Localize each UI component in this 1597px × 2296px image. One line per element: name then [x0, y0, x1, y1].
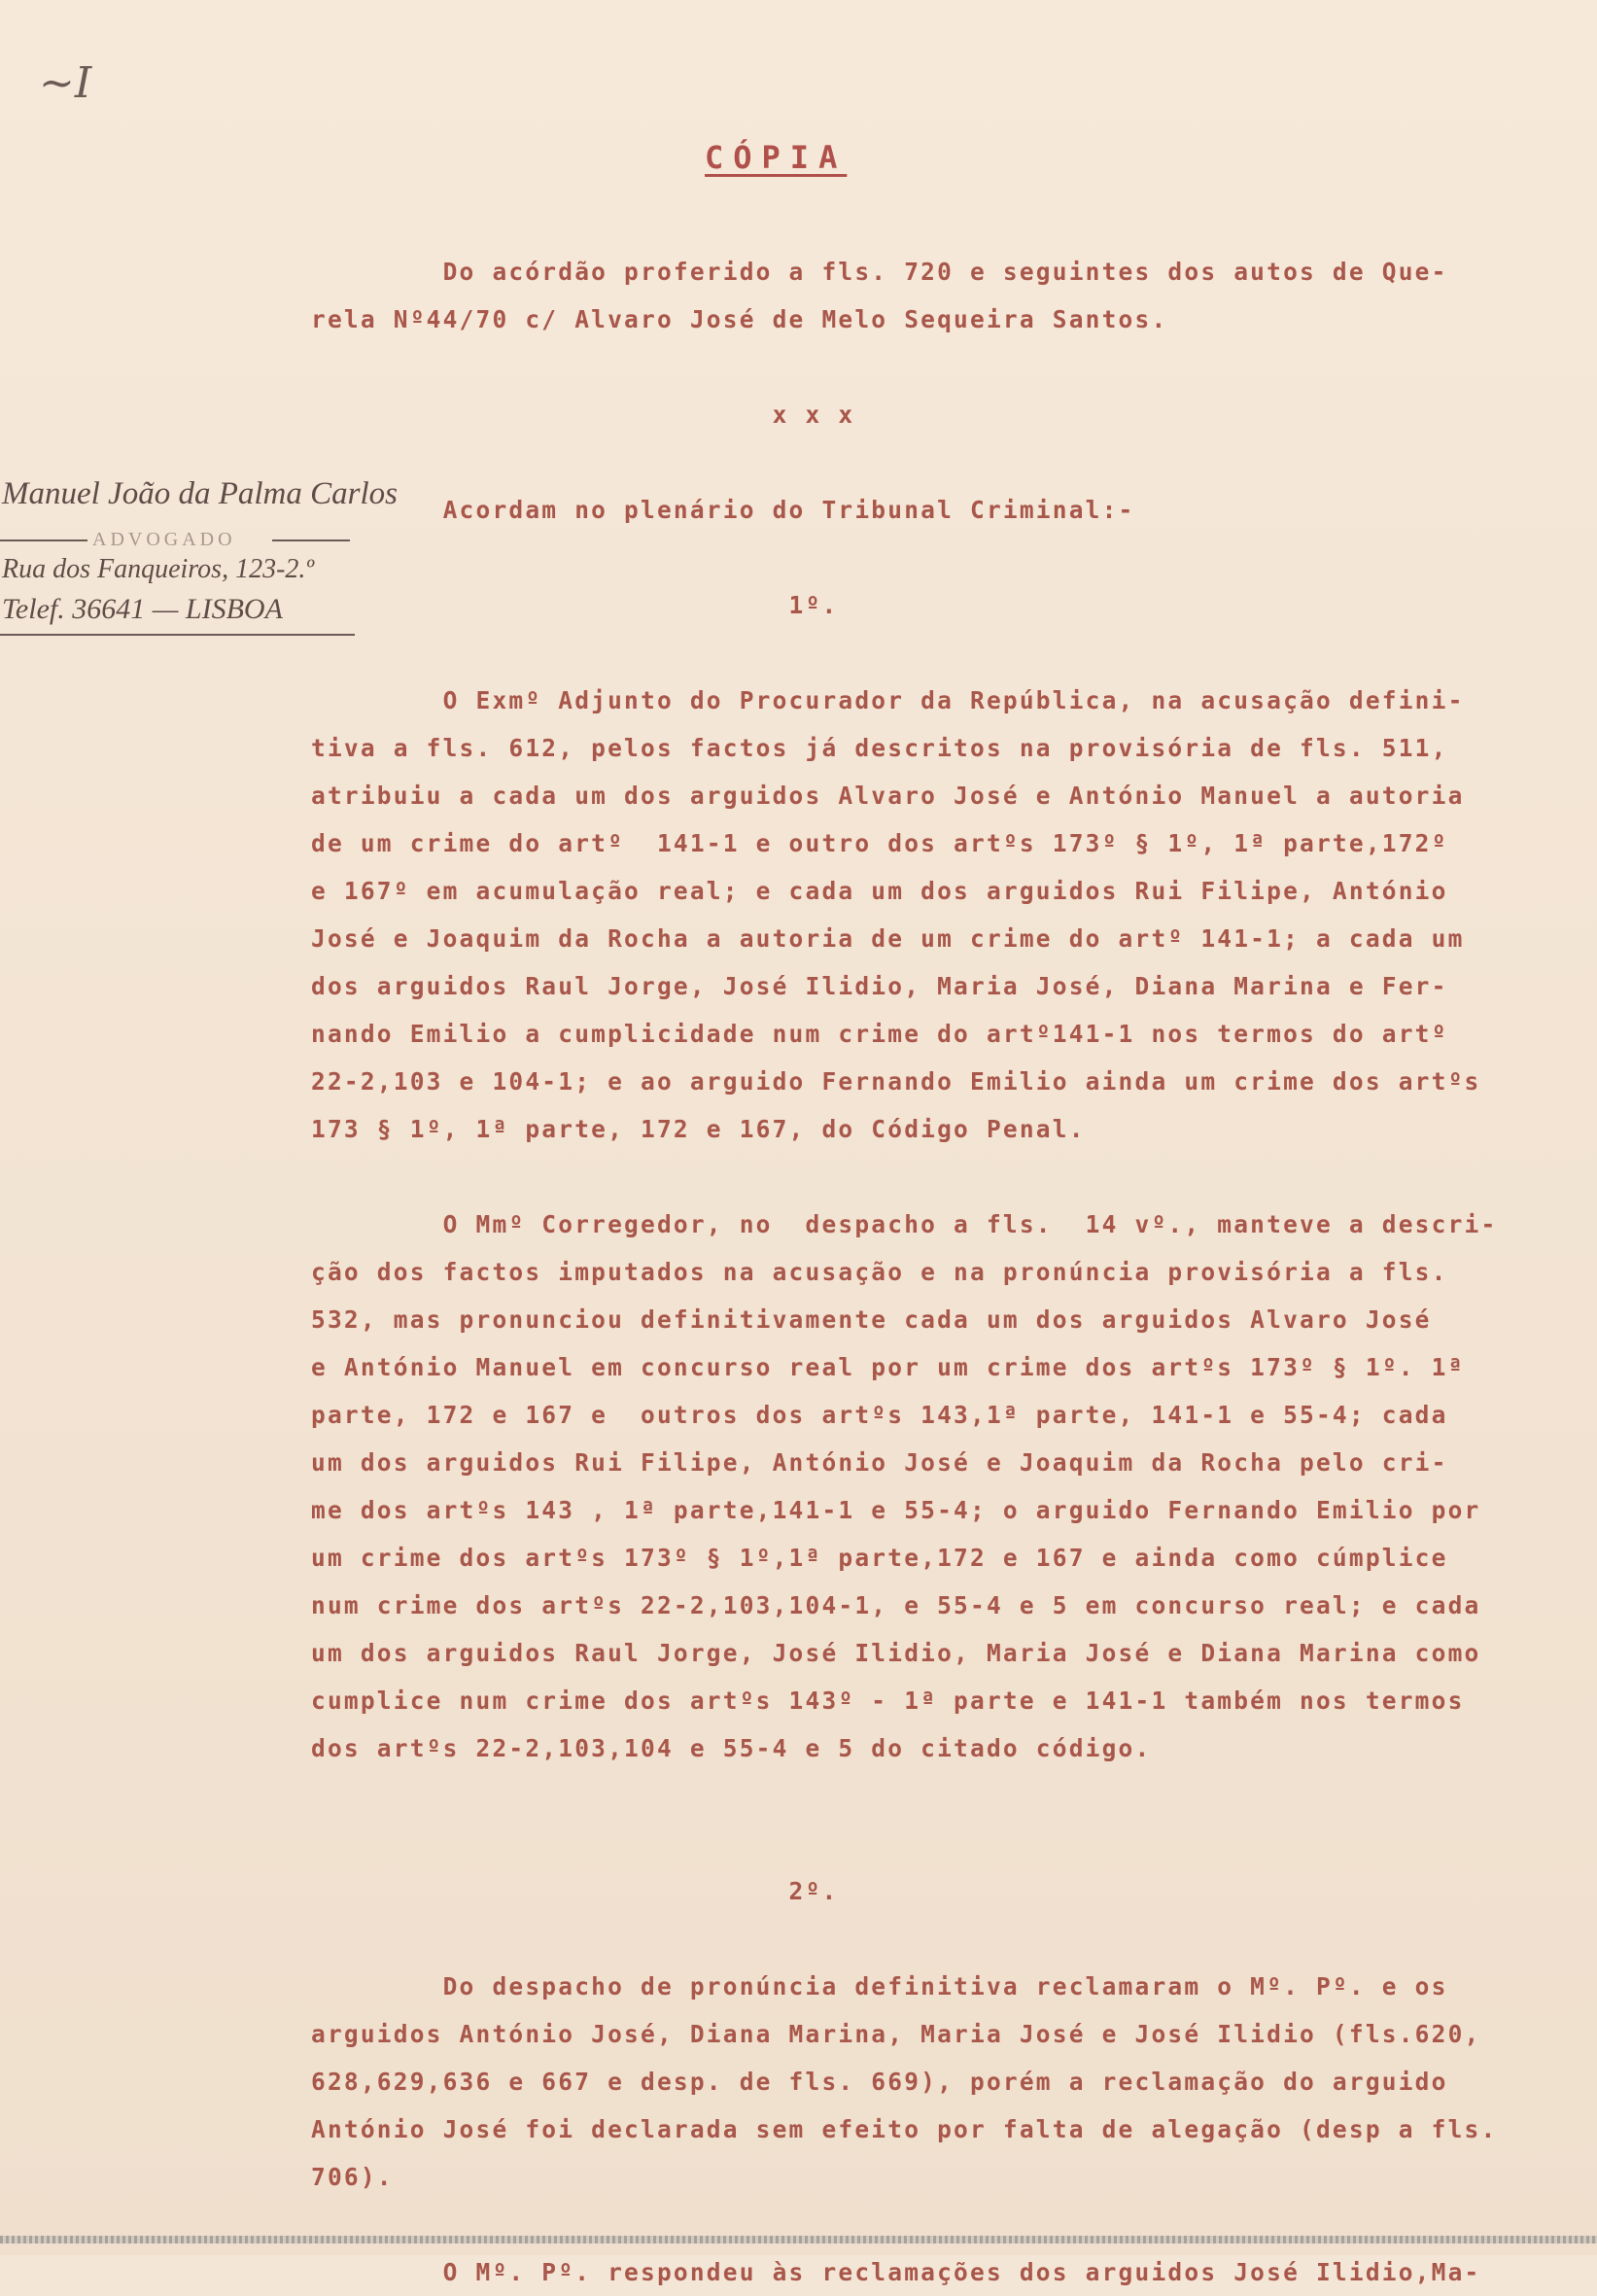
text-line: [311, 438, 1565, 486]
text-line: Do despacho de pronúncia definitiva reclamaram o Mº. Pº. e os: [311, 1972, 1448, 2000]
stamp-rule: [0, 539, 87, 541]
text-line: Acordam no plenário do Tribunal Criminal:-: [311, 496, 1135, 524]
lawyer-stamp: [0, 469, 398, 651]
text-line: 2º.: [311, 1877, 839, 1905]
document-title: CÓPIA: [705, 139, 848, 176]
text-line: 628,629,636 e 667 e desp. de fls. 669), porém a reclamação do arguido: [311, 2068, 1448, 2096]
text-line: dos arguidos Raul Jorge, José Ilidio, Maria José, Diana Marina e Fer-: [311, 972, 1448, 1000]
text-line: parte, 172 e 167 e outros dos artºs 143,1ª parte, 141-1 e 55-4; cada: [311, 1401, 1448, 1429]
stamp-rule: [0, 634, 355, 636]
text-line: Do acórdão proferido a fls. 720 e seguintes dos autos de Que-: [311, 258, 1448, 286]
text-line: atribuiu a cada um dos arguidos Alvaro José e António Manuel a autoria: [311, 782, 1465, 810]
text-line: e 167º em acumulação real; e cada um dos arguidos Rui Filipe, António: [311, 877, 1448, 905]
text-line: x x x: [311, 400, 855, 429]
margin-mark: ~I: [39, 58, 92, 108]
scan-edge: [0, 2236, 1597, 2244]
text-line: 532, mas pronunciou definitivamente cada um dos arguidos Alvaro José: [311, 1305, 1432, 1334]
text-line: num crime dos artºs 22-2,103,104-1, e 55-4 e 5 em concurso real; e cada: [311, 1591, 1481, 1619]
text-line: [311, 343, 1565, 391]
document-body: [311, 248, 1565, 2296]
text-line: arguidos António José, Diana Marina, Maria José e José Ilidio (fls.620,: [311, 2020, 1481, 2048]
text-line: tiva a fls. 612, pelos factos já descritos na provisória de fls. 511,: [311, 734, 1448, 762]
text-line: de um crime do artº 141-1 e outro dos artºs 173º § 1º, 1ª parte,172º: [311, 829, 1448, 857]
text-line: [311, 1820, 1565, 1867]
text-line: [311, 1915, 1565, 1963]
text-line: rela Nº44/70 c/ Alvaro José de Melo Sequeira Santos.: [311, 305, 1168, 333]
text-line: [311, 1772, 1565, 1820]
stamp-name: Manuel João da Palma Carlos: [2, 476, 398, 511]
text-line: nando Emilio a cumplicidade num crime do artº141-1 nos termos do artº: [311, 1020, 1448, 1048]
stamp-phone: Telef. 36641 — LISBOA: [2, 593, 283, 625]
text-line: um crime dos artºs 173º § 1º,1ª parte,172 e 167 e ainda como cúmplice: [311, 1544, 1448, 1572]
text-line: um dos arguidos Rui Filipe, António José e Joaquim da Rocha pelo cri-: [311, 1448, 1448, 1477]
text-line: O Exmº Adjunto do Procurador da República, na acusação defini-: [311, 686, 1465, 714]
text-line: 173 § 1º, 1ª parte, 172 e 167, do Código Penal.: [311, 1115, 1086, 1143]
stamp-title: ADVOGADO: [92, 529, 236, 550]
text-line: ção dos factos imputados na acusação e na pronúncia provisória a fls.: [311, 1258, 1448, 1286]
text-line: [311, 534, 1565, 581]
text-line: [311, 1153, 1565, 1200]
text-line: 706).: [311, 2163, 394, 2191]
text-line: me dos artºs 143 , 1ª parte,141-1 e 55-4; o arguido Fernando Emilio por: [311, 1496, 1481, 1524]
text-line: 22-2,103 e 104-1; e ao arguido Fernando Emilio ainda um crime dos artºs: [311, 1067, 1481, 1096]
text-line: 1º.: [311, 591, 839, 619]
text-line: O Mº. Pº. respondeu às reclamações dos arguidos José Ilidio,Ma-: [311, 2258, 1481, 2286]
stamp-address: Rua dos Fanqueiros, 123-2.º: [2, 554, 315, 584]
text-line: um dos arguidos Raul Jorge, José Ilidio, Maria José e Diana Marina como: [311, 1639, 1481, 1667]
text-line: O Mmº Corregedor, no despacho a fls. 14 vº., manteve a descri-: [311, 1210, 1498, 1238]
text-line: e António Manuel em concurso real por um crime dos artºs 173º § 1º. 1ª: [311, 1353, 1465, 1381]
text-line: cumplice num crime dos artºs 143º - 1ª parte e 141-1 também nos termos: [311, 1687, 1465, 1715]
text-line: dos artºs 22-2,103,104 e 55-4 e 5 do citado código.: [311, 1734, 1152, 1762]
text-line: [311, 629, 1565, 677]
text-line: António José foi declarada sem efeito por falta de alegação (desp a fls.: [311, 2115, 1498, 2143]
text-line: José e Joaquim da Rocha a autoria de um crime do artº 141-1; a cada um: [311, 924, 1465, 953]
